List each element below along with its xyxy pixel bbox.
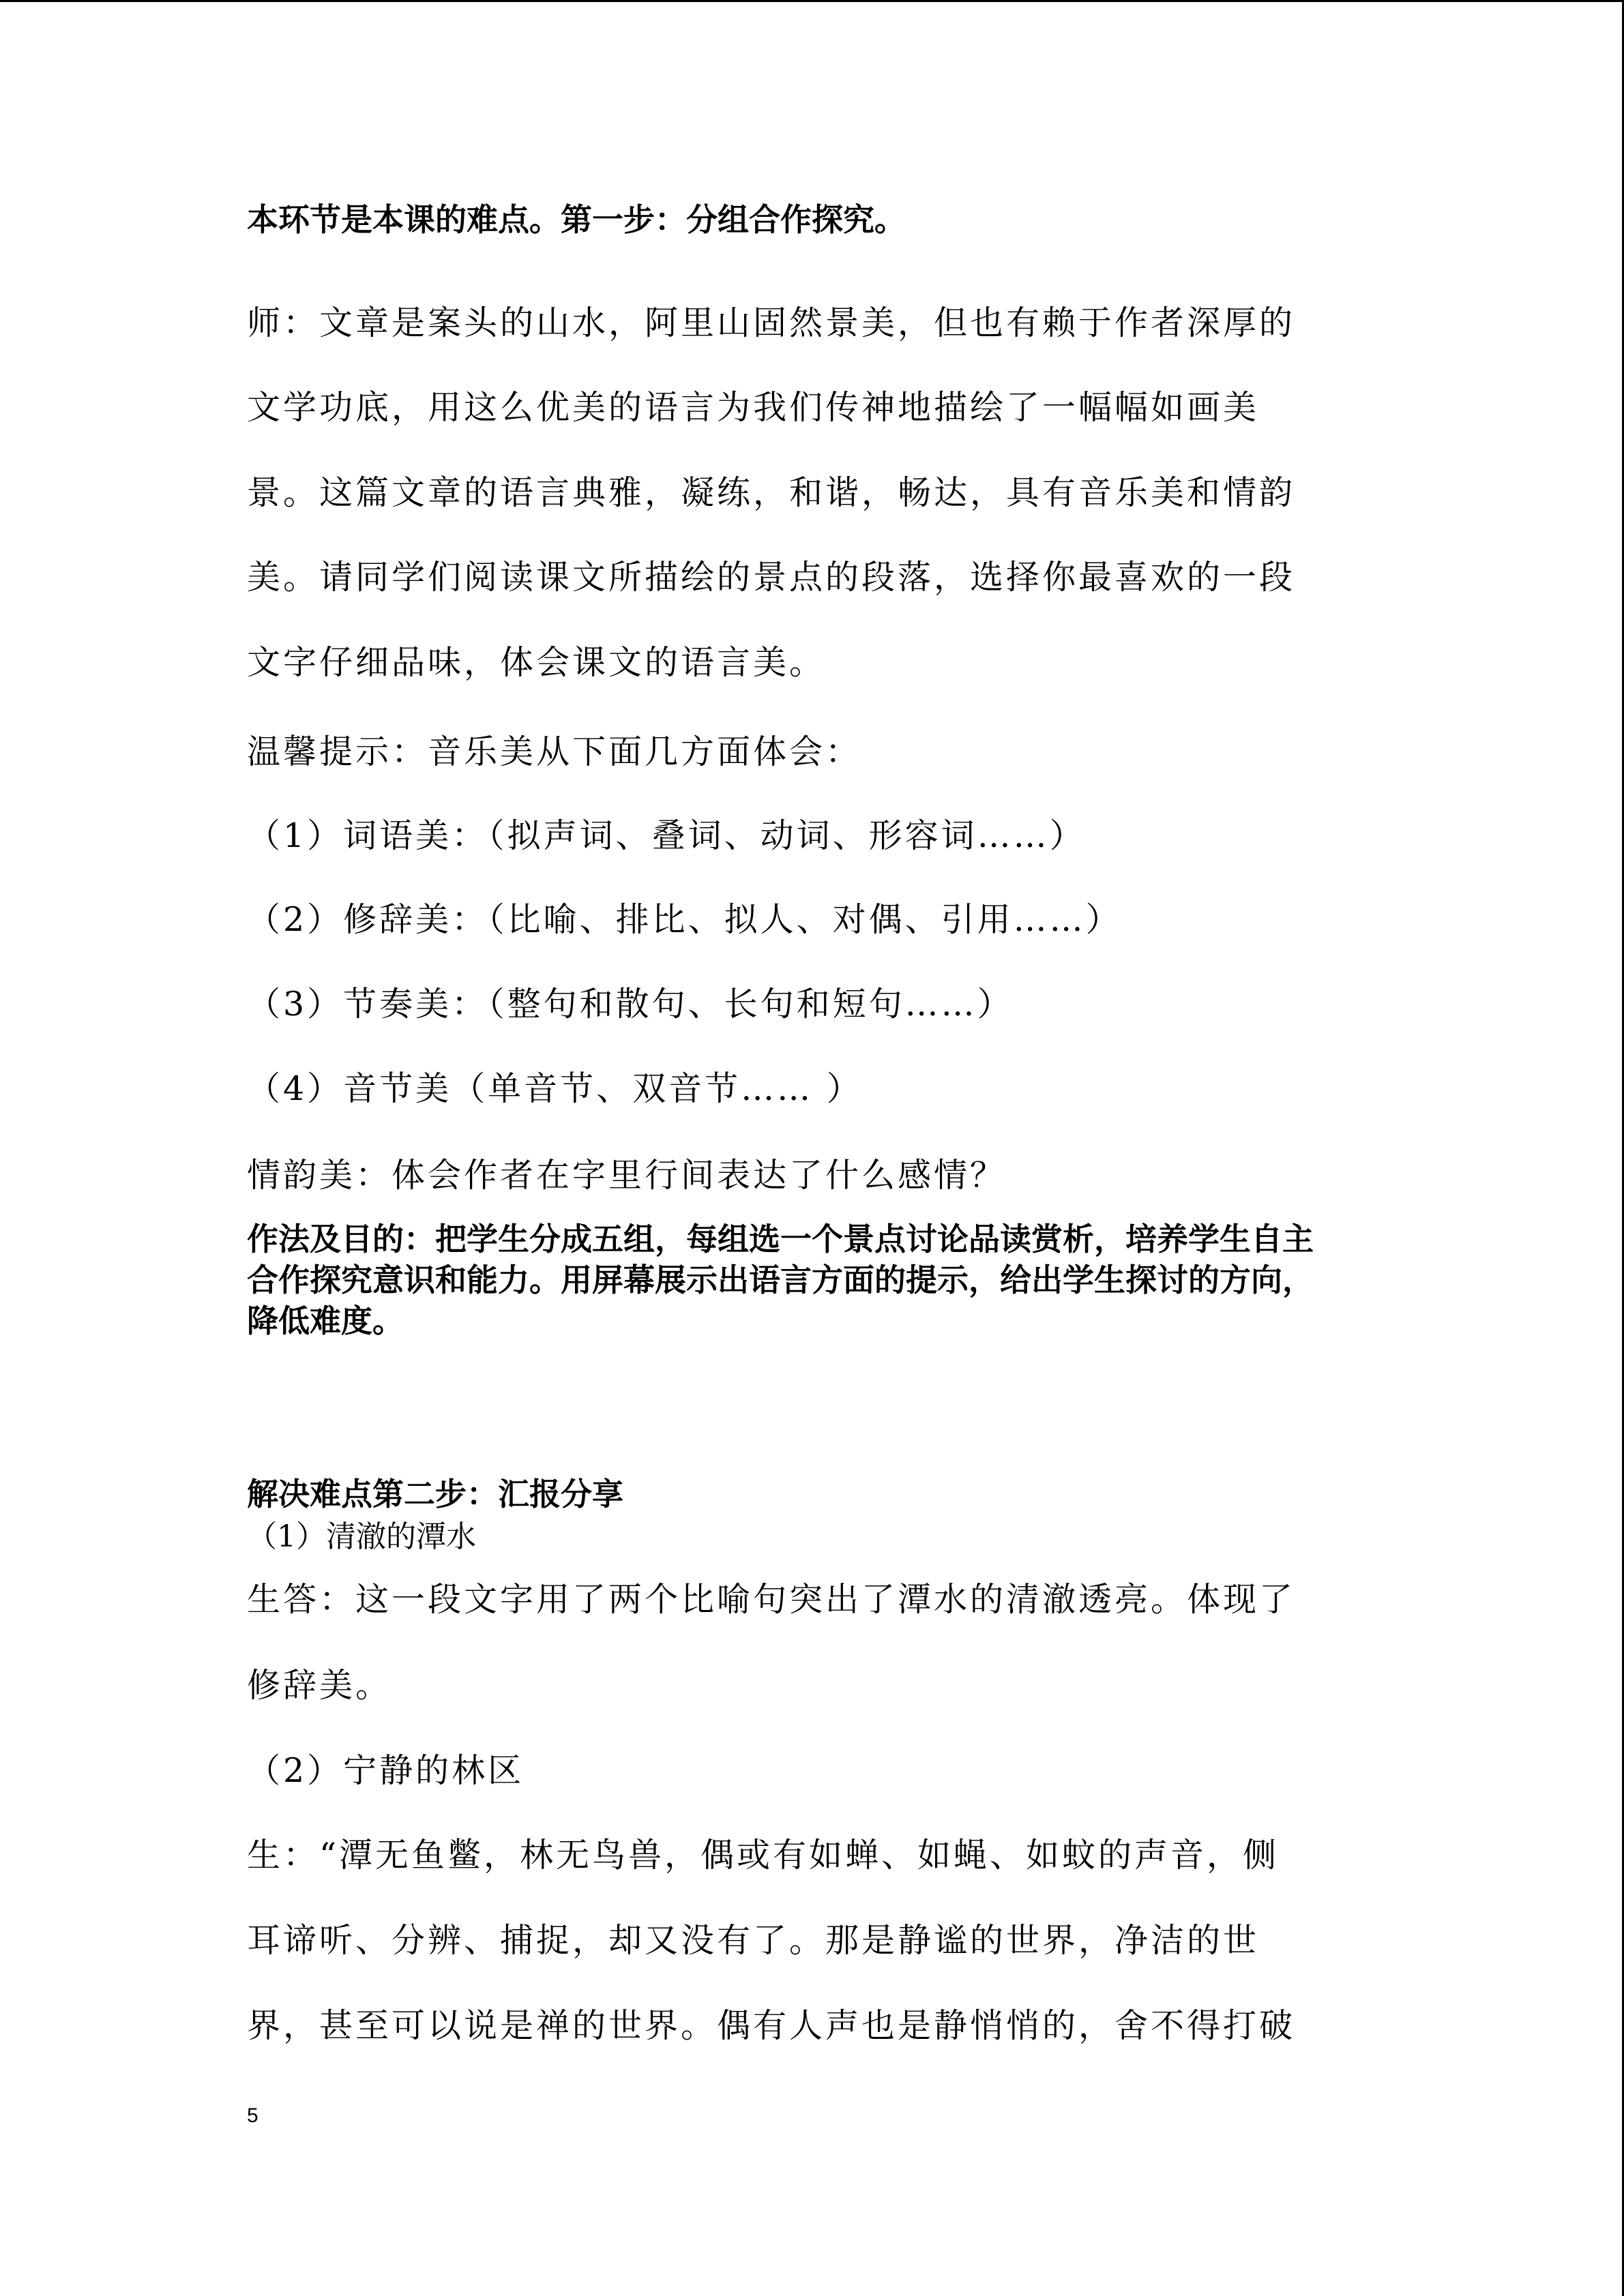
tip-heading: 温馨提示：音乐美从下面几方面体会： <box>247 732 862 771</box>
paragraph-line: 师：文章是案头的山水，阿里山固然景美，但也有赖于作者深厚的 <box>247 303 1296 342</box>
paragraph-line: 美。请同学们阅读课文所描绘的景点的段落，选择你最喜欢的一段 <box>247 558 1296 597</box>
paragraph-line: 生：“潭无鱼鳖，林无鸟兽，偶或有如蝉、如蝇、如蚊的声音，侧 <box>247 1836 1280 1875</box>
tip-item: 情韵美：体会作者在字里行间表达了什么感情？ <box>247 1156 1007 1195</box>
section-heading: 解决难点第二步：汇报分享 <box>247 1476 623 1512</box>
page-number: 5 <box>247 2104 259 2127</box>
tip-item: （4）音节美（单音节、双音节…… ） <box>247 1069 863 1108</box>
tip-item: （1）词语美：（拟声词、叠词、动词、形容词……） <box>247 816 1086 855</box>
paragraph-line: 景。这篇文章的语言典雅，凝练，和谐，畅达，具有音乐美和情韵 <box>247 473 1296 512</box>
method-note: 合作探究意识和能力。用屏幕展示出语言方面的提示，给出学生探讨的方向， <box>247 1262 1314 1298</box>
paragraph-line: 修辞美。 <box>247 1666 392 1705</box>
paragraph-line: 界，甚至可以说是禅的世界。偶有人声也是静悄悄的，舍不得打破 <box>247 2006 1296 2045</box>
subheading: （1）清澈的潭水 <box>247 1519 476 1554</box>
method-note: 作法及目的：把学生分成五组，每组选一个景点讨论品读赏析，培养学生自主 <box>247 1221 1314 1257</box>
tip-item: （3）节奏美：（整句和散句、长句和短句……） <box>247 985 1014 1024</box>
method-note: 降低难度。 <box>247 1302 404 1339</box>
paragraph-line: 文学功底，用这么优美的语言为我们传神地描绘了一幅幅如画美 <box>247 388 1260 427</box>
paragraph-line: 文字仔细品味，体会课文的语言美。 <box>247 643 826 682</box>
paragraph-line: 生答：这一段文字用了两个比喻句突出了潭水的清澈透亮。体现了 <box>247 1580 1296 1619</box>
section-heading: 本环节是本课的难点。第一步：分组合作探究。 <box>247 201 906 238</box>
tip-item: （2）修辞美：（比喻、排比、拟人、对偶、引用……） <box>247 900 1122 939</box>
paragraph-line: 耳谛听、分辨、捕捉，却又没有了。那是静谧的世界，净洁的世 <box>247 1921 1260 1960</box>
subheading: （2）宁静的林区 <box>247 1751 525 1790</box>
